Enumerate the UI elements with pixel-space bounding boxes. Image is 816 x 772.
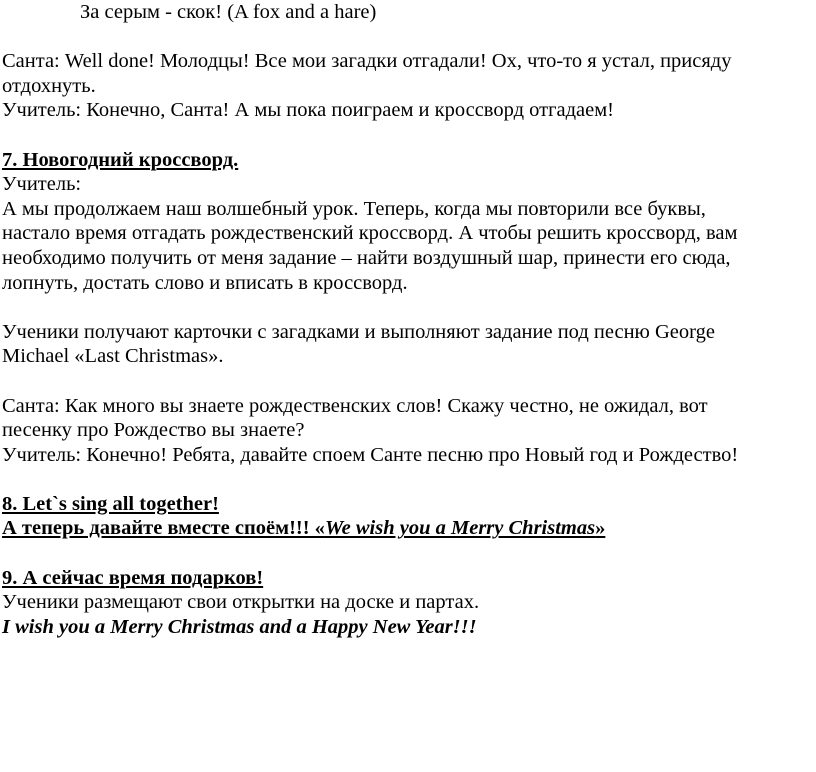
- song-title: We wish you a Merry Christmas: [324, 517, 596, 540]
- para-7-line-1: А мы продолжаем наш волшебный урок. Теперь, когда мы повторили все буквы,: [2, 197, 706, 220]
- students-line-1b: Michael «Last Christmas».: [2, 345, 224, 368]
- blank-line: [2, 25, 814, 50]
- teacher-line-1: Учитель: Конечно, Санта! А мы пока поиграем и кроссворд отгадаем!: [2, 99, 614, 122]
- teacher-label: Учитель:: [2, 173, 82, 196]
- blank-line: [2, 123, 814, 148]
- teacher-line-2: Учитель: Конечно! Ребята, давайте споем Санте песню про Новый год и Рождество!: [2, 443, 739, 466]
- title-line: За серым - скок! (A fox and a hare): [80, 1, 377, 23]
- section-9-heading: 9. А сейчас время подарков!: [2, 566, 264, 589]
- section-8-subheading: [2, 516, 814, 541]
- students-line-1a: Ученики получают карточки с загадками и выполняют задание под песню George: [2, 320, 715, 343]
- para-7-line-2: настало время отгадать рождественский кроссворд. А чтобы решить кроссворд, вам: [2, 222, 738, 245]
- santa-line-1b: отдохнуть.: [2, 74, 96, 97]
- closing-wish: I wish you a Merry Christmas and a Happy New Year!!!: [2, 615, 477, 638]
- section-8-sub-suffix: »: [595, 517, 606, 540]
- document-body: [2, 0, 814, 639]
- students-line-2: Ученики размещают свои открытки на доске и партах.: [2, 591, 480, 614]
- para-7-line-3: необходимо получить от меня задание – найти воздушный шар, принести его сюда,: [2, 246, 731, 269]
- blank-line: [2, 295, 814, 320]
- santa-line-2a: Санта: Как много вы знаете рождественских слов! Скажу честно, не ожидал, вот: [2, 394, 708, 417]
- santa-line-1a: Санта: Well done! Молодцы! Все мои загадки отгадали! Ох, что-то я устал, присяду: [2, 50, 732, 73]
- santa-line-2b: песенку про Рождество вы знаете?: [2, 419, 305, 442]
- section-8-heading: 8. Let`s sing all together!: [2, 492, 219, 515]
- para-7-line-4: лопнуть, достать слово и вписать в кроссворд.: [2, 271, 408, 294]
- blank-line: [2, 541, 814, 566]
- blank-line: [2, 467, 814, 492]
- section-8-sub-prefix: А теперь давайте вместе споём!!! «: [2, 517, 325, 540]
- section-7-heading: 7. Новогодний кроссворд.: [2, 148, 239, 171]
- blank-line: [2, 369, 814, 394]
